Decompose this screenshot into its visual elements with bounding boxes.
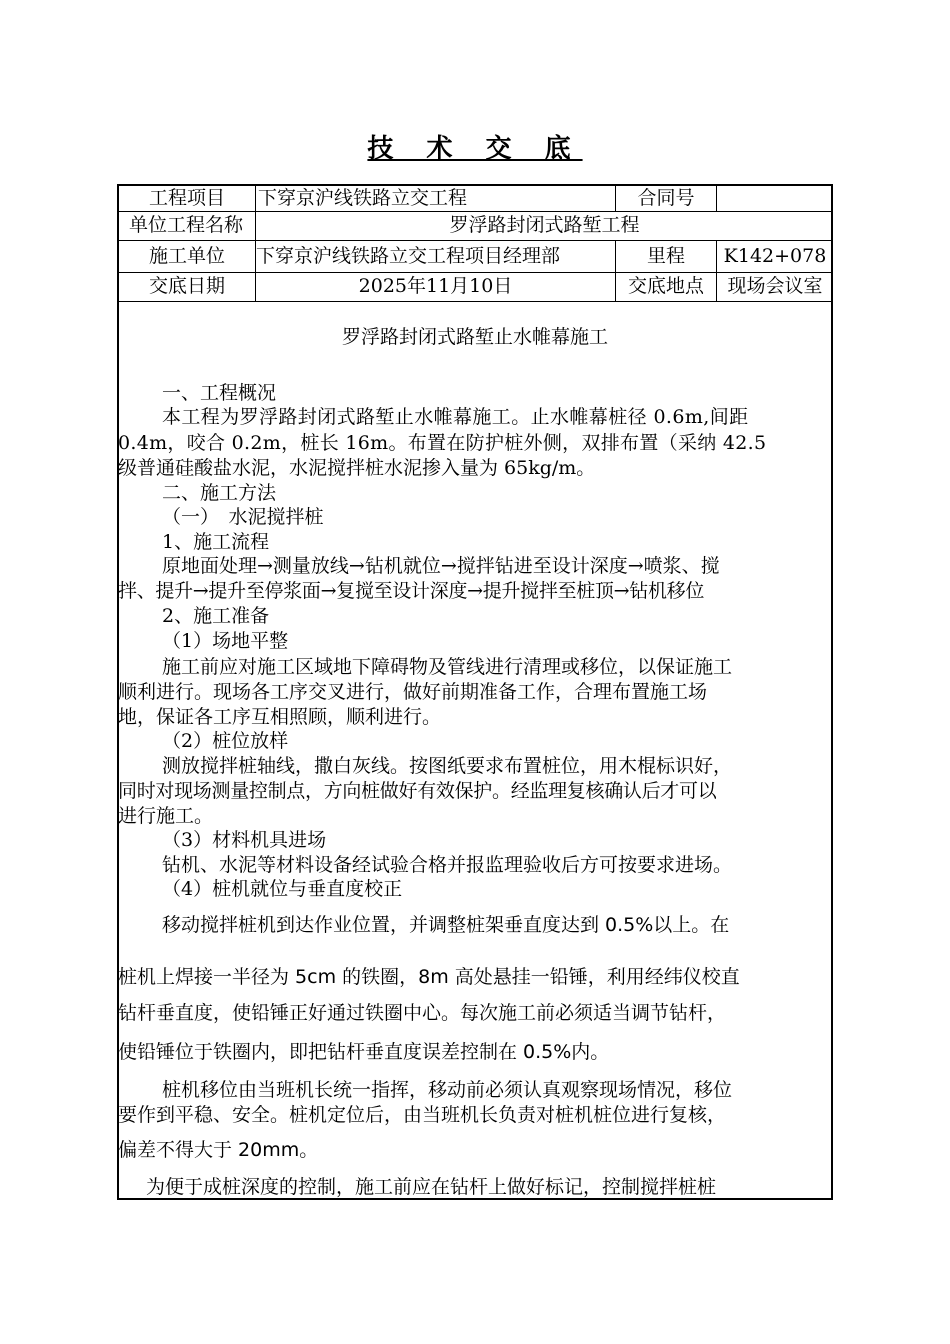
section-heading: 二、施工方法 [162,482,277,504]
paragraph-line: 偏差不得大于 20mm。 [118,1139,319,1161]
document-title: 技 术 交 底 [367,134,583,164]
subsection-heading: （2）桩位放样 [162,730,289,752]
date-value: 2025年11月10日 [358,275,513,297]
paragraph-line: 使铅锤位于铁圈内，即把钻杆垂直度误差控制在 0.5%内。 [118,1041,610,1063]
paragraph-line: 桩机移位由当班机长统一指挥，移动前必须认真观察现场情况，移位 [162,1079,733,1101]
paragraph-line: 级普通硅酸盐水泥，水泥搅拌桩水泥掺入量为 65kg/m。 [118,457,596,479]
subsection-heading: （一） 水泥搅拌桩 [162,506,324,528]
builder-label: 施工单位 [148,245,225,267]
paragraph-line: 原地面处理→测量放线→钻机就位→搅拌钻进至设计深度→喷浆、搅 [162,555,720,577]
paragraph-line: 地，保证各工序互相照顾，顺利进行。 [118,706,442,728]
paragraph-line: 钻杆垂直度，使铅锤正好通过铁圈中心。每次施工前必须适当调节钻杆， [118,1002,727,1024]
subsection-heading: 2、施工准备 [162,605,270,627]
subsection-heading: （4）桩机就位与垂直度校正 [162,878,403,900]
header-table [117,184,833,302]
subsection-heading: （1）场地平整 [162,630,289,652]
paragraph-line: 要作到平稳、安全。桩机定位后，由当班机长负责对桩机桩位进行复核， [118,1104,727,1126]
date-label: 交底日期 [148,275,225,297]
subsection-heading: 1、施工流程 [162,531,270,553]
paragraph-line: 桩机上焊接一半径为 5cm 的铁圈，8m 高处悬挂一铅锤，利用经纬仪校直 [118,966,740,988]
paragraph-line: 钻机、水泥等材料设备经试验合格并报监理验收后方可按要求进场。 [162,854,733,876]
disclosure-content [118,302,832,1198]
subsection-heading: （3）材料机具进场 [162,829,327,851]
unit-value: 罗浮路封闭式路堑工程 [449,214,640,236]
paragraph-line: 进行施工。 [118,805,214,827]
paragraph-line: 同时对现场测量控制点，方向桩做好有效保护。经监理复核确认后才可以 [118,780,717,802]
paragraph-line: 移动搅拌桩机到达作业位置，并调整桩架垂直度达到 0.5%以上。在 [162,914,730,936]
paragraph-line: 测放搅拌桩轴线，撒白灰线。按图纸要求布置桩位，用木棍标识好， [162,755,733,777]
paragraph-line: 拌、提升→提升至停浆面→复搅至设计深度→提升搅拌至桩顶→钻机移位 [118,580,705,602]
paragraph-line: 为便于成桩深度的控制，施工前应在钻杆上做好标记，控制搅拌桩桩 [146,1176,717,1198]
project-label: 工程项目 [148,187,225,209]
content-heading: 罗浮路封闭式路堑止水帷幕施工 [341,326,608,348]
paragraph-line: 本工程为罗浮路封闭式路堑止水帷幕施工。止水帷幕桩径 0.6m,间距 [162,406,749,428]
location-value: 现场会议室 [727,275,823,297]
location-label: 交底地点 [627,275,704,297]
paragraph-line: 顺利进行。现场各工序交叉进行，做好前期准备工作，合理布置施工场 [118,681,708,703]
contract-label: 合同号 [637,187,695,209]
mileage-value: K142+078 [723,245,827,267]
builder-value: 下穿京沪线铁路立交工程项目经理部 [256,245,561,267]
unit-label: 单位工程名称 [128,214,243,236]
mileage-label: 里程 [646,245,685,267]
project-value: 下穿京沪线铁路立交工程 [258,187,468,209]
section-heading: 一、工程概况 [162,382,277,404]
paragraph-line: 0.4m，咬合 0.2m，桩长 16m。布置在防护桩外侧，双排布置（采纳 42.5 [118,432,767,454]
paragraph-line: 施工前应对施工区域地下障碍物及管线进行清理或移位，以保证施工 [162,656,733,678]
